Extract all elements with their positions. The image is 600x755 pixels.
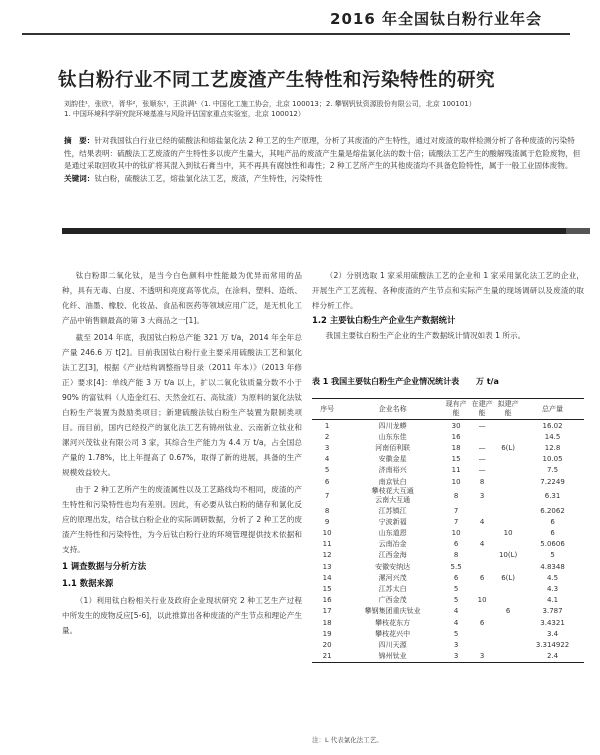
table-cell	[469, 639, 495, 650]
table-cell: 18	[451, 443, 461, 452]
table-cell: 10	[503, 529, 513, 538]
table-cell: 17	[322, 607, 332, 616]
table-cell: 6	[479, 618, 485, 627]
table-cell: 河南佰利联	[375, 443, 411, 452]
subsection-heading: 1.1 数据来源	[62, 578, 114, 588]
table-cell: 14.5	[544, 432, 561, 441]
table-cell: 8	[453, 492, 459, 501]
body-paragraph: 由于 2 种工艺所产生的废渣属性以及工艺路线均不相同，废渣的产生特性和污染特性也均有差别。因此，有必要从钛白粉的储存和氯化反应的原理出发，结合钛白粉企业的实际调研数据，分析了 2 种工艺的废渣产生特性和污染特性，为今后钛白粉行业的环境管理提供技术依据和支持。	[62, 485, 302, 554]
table-cell: 5.0606	[540, 540, 565, 549]
table-cell	[495, 617, 521, 628]
table-caption-text: 表 1 我国主要钛白粉生产企业情况统计表	[312, 377, 460, 386]
table-row	[312, 505, 584, 516]
table-cell: 7	[453, 506, 459, 515]
table-cell: 山东东佳	[378, 432, 407, 441]
table-row	[312, 431, 584, 442]
table-cell: 6	[505, 607, 511, 616]
table-cell: —	[478, 421, 486, 430]
table-cell: 8	[479, 477, 485, 486]
table-cell	[495, 465, 521, 476]
table-cell: 锦州钛业	[378, 652, 407, 661]
table-cell: 12	[322, 551, 332, 560]
table-cell	[495, 651, 521, 663]
table-cell	[469, 583, 495, 594]
producer-table	[312, 398, 584, 663]
section-heading: 1 调查数据与分析方法	[62, 561, 147, 571]
table-row	[312, 628, 584, 639]
table-cell: 3.4	[546, 629, 559, 638]
table-cell: 7	[324, 492, 330, 501]
body-paragraph: （2）分别选取 1 家采用硫酸法工艺的企业和 1 家采用氯化法工艺的企业，开展生产工艺流程、各种废渣的产生节点和实际产生量的现场调研以及废渣的取样分析工作。	[312, 271, 584, 310]
table-cell: 漯河兴茂	[378, 573, 407, 582]
table-cell: 5	[453, 629, 459, 638]
table-cell: 7.5	[546, 466, 559, 475]
table-cell: 15	[322, 585, 332, 594]
keywords-label: 关键词：	[64, 173, 95, 183]
left-column	[62, 268, 302, 638]
table-row	[312, 550, 584, 561]
table-cell: 30	[451, 421, 461, 430]
table-cell	[495, 505, 521, 516]
table-cell: 10(L)	[498, 551, 518, 560]
table-cell: 4	[479, 540, 485, 549]
table-body	[312, 420, 584, 663]
table-cell: 3	[453, 640, 459, 649]
table-cell: 广西金茂	[378, 596, 407, 605]
table-cell: 11	[322, 540, 332, 549]
abstract-block	[64, 135, 586, 185]
table-cell: 1	[324, 421, 330, 430]
table-cell: 5.5	[450, 562, 462, 571]
table-cell	[469, 550, 495, 561]
table-cell: 6	[453, 573, 459, 582]
table-row	[312, 516, 584, 527]
table-cell: 4.3	[546, 585, 559, 594]
table-row	[312, 583, 584, 594]
table-row	[312, 465, 584, 476]
table-cell: 4.5	[546, 573, 559, 582]
table-cell: 5	[550, 551, 555, 560]
abstract-text: 针对我国钛白行业已经的硫酸法和熔盐氯化法 2 种工艺的生产原理，分析了其废渣的产生特性，通过对废渣的取样检测分析了各种废渣的污染特性，结果表明：硫酸法工艺废渣的产生特性多以废产生量大，其吨产品的废渣产生量是熔盐氯化法的数十倍；硫酸法工艺产生的酸解残渣属于危险废物，但是通过采取回收其中的钛矿将其混入到钛石膏当中，其不再具有腐蚀性和毒性；2 种工艺所产生的其他废渣均不具备危险特性，属于一般工业固体废物。	[64, 136, 581, 170]
table-header-cell: 现有产能	[445, 400, 467, 417]
table-cell: 10.05	[542, 455, 563, 464]
table-cell: —	[478, 443, 486, 452]
table-cell: 3.4321	[540, 618, 565, 627]
table-cell: 14	[322, 573, 332, 582]
table-cell	[495, 487, 521, 505]
table-cell: 10	[322, 529, 332, 538]
table-cell: 19	[322, 629, 332, 638]
table-cell: 16.02	[542, 421, 563, 430]
table-cell: 18	[322, 618, 332, 627]
table-cell: 6	[550, 517, 555, 526]
table-cell	[495, 420, 521, 432]
table-cell: 7.2249	[540, 477, 565, 486]
table-cell: 5	[453, 585, 459, 594]
table-cell: 3.787	[542, 607, 563, 616]
table-cell	[469, 628, 495, 639]
table-cell: 安徽金星	[378, 455, 407, 464]
table-cell: 南京钛白	[378, 477, 407, 486]
table-cell: 13	[322, 562, 332, 571]
table-cell	[495, 431, 521, 442]
table-header-cell: 拟建产能	[497, 400, 519, 417]
table-row	[312, 539, 584, 550]
paper-title: 钛白粉行业不同工艺废渣产生特性和污染特性的研究	[58, 70, 496, 91]
table-cell: 6(L)	[501, 573, 516, 582]
abstract-label: 摘 要：	[64, 136, 95, 145]
table-cell: —	[478, 466, 486, 475]
table-cell: 4	[453, 607, 459, 616]
table-unit: 万 t/a	[475, 377, 499, 386]
table-cell	[495, 628, 521, 639]
table-cell: 安徽安纳达	[375, 562, 411, 571]
table-cell: 江西金海	[378, 551, 407, 560]
right-column	[312, 268, 584, 343]
table-cell: 4	[324, 455, 330, 464]
table-cell: 5	[324, 466, 330, 475]
table-header-cell: 总产量	[542, 404, 564, 413]
table-cell	[469, 606, 495, 617]
table-cell: 6	[479, 573, 485, 582]
table-row	[312, 606, 584, 617]
table-cell: 4.1	[546, 596, 559, 605]
table-row	[312, 528, 584, 539]
table-row	[312, 651, 584, 663]
table-cell: 4	[453, 618, 459, 627]
keywords-text: 钛白粉，硫酸法工艺，熔盐氯化法工艺，废渣，产生特性，污染特性	[94, 173, 323, 183]
table-cell: 6	[324, 477, 330, 486]
table-caption	[312, 376, 499, 387]
table-cell: 3	[479, 652, 485, 661]
body-paragraph: 钛白粉即二氧化钛，是当今白色颜料中性能最为优异而常用的品种，具有无毒、白度、不透明和亮度高等优点，在涂料、塑料、造纸、化纤、油墨、橡胶、化妆品、食品和医药等领域应用广泛，是无机化工产品中销售额最高的第 3 大商品之一[1]。	[62, 271, 302, 325]
table-cell: 5	[453, 596, 459, 605]
table-cell: 攀枝花兴中	[375, 629, 411, 638]
table-header-cell: 企业名称	[378, 404, 407, 413]
body-paragraph: （1）利用钛白粉相关行业及政府企业现状研究 2 种工艺生产过程中所发生的废物反应[5-6]，以此推算出各种废渣的产生节点和理论产生量。	[62, 596, 302, 635]
table-row	[312, 476, 584, 487]
table-row	[312, 617, 584, 628]
journal-header: 2016 年全国钛白粉行业年会	[330, 10, 542, 28]
table-cell: 2	[324, 432, 330, 441]
table-cell: —	[478, 455, 486, 464]
table-cell	[469, 505, 495, 516]
body-paragraph: 我国主要钛白粉生产企业的生产数据统计情况如表 1 所示。	[325, 331, 526, 340]
table-header-cell: 序号	[320, 404, 335, 413]
table-cell: 11	[451, 466, 461, 475]
table-cell: 山东道恩	[378, 529, 407, 538]
header-rule	[22, 33, 570, 35]
body-paragraph: 截至 2014 年底，我国钛白粉总产能 321 万 t/a，2014 年全年总产量 246.6 万 t[2]。目前我国钛白粉行业主要采用硫酸法工艺和氯化法工艺[3]，根据《产业结构调整指导目录（2011 年本）》（2013 年修正）要求[4]：单线产能 3 万 t/a 以上，扩以二氧化钛质量分数不小于 90% 的富钛料（人造金红石、天然金红石、高钛渣）为原料的氯化法钛白粉生产装置为鼓励类项目；新建硫酸法钛白粉生产装置为限制类项目。而目前，国内已经投产的氯化法工艺有锦州钛业、云南新立钛业和漯河兴茂钛业有限公司 3 家，其综合生产能力为 4.4 万 t/a，占全国总产量的 1.78%，比上年提高了 0.67%，取得了新的进展，具备的生产规模效益较大。	[62, 333, 302, 477]
subsection-heading: 1.2 主要钛白粉生产企业生产数据统计	[312, 315, 456, 325]
table-cell	[469, 528, 495, 539]
table-cell: 20	[322, 640, 332, 649]
table-row	[312, 595, 584, 606]
table-cell: 江苏镇江	[378, 506, 407, 515]
table-cell	[495, 539, 521, 550]
table-cell	[495, 561, 521, 572]
table-row	[312, 420, 584, 432]
table-row	[312, 572, 584, 583]
table-cell: 攀枝花大互通 云南大互通	[371, 487, 414, 505]
table-cell: 济南裕兴	[378, 466, 407, 475]
table-cell: 3	[453, 652, 459, 661]
table-cell: 16	[451, 432, 461, 441]
table-cell: 6.31	[544, 492, 561, 501]
table-cell: 云南冶金	[378, 540, 407, 549]
table-cell: 6(L)	[501, 443, 516, 452]
table-row	[312, 561, 584, 572]
table-cell: 15	[451, 455, 461, 464]
table-cell: 21	[322, 652, 332, 661]
table-cell: 7	[453, 517, 459, 526]
table-cell: 四川龙蟒	[378, 421, 407, 430]
table-cell: 攀钢集团重庆钛业	[364, 607, 421, 616]
table-row	[312, 442, 584, 453]
table-cell: 6	[453, 540, 459, 549]
table-cell	[495, 454, 521, 465]
table-cell: 12.8	[544, 443, 561, 452]
table-cell: 2.4	[546, 652, 559, 661]
table-cell: 攀枝花东方	[375, 618, 411, 627]
table-cell: 8	[453, 551, 459, 560]
table-cell: 四川天源	[378, 640, 407, 649]
table-cell: 6.2062	[540, 506, 565, 515]
table-cell: 10	[451, 477, 461, 486]
table-note: 注：L 代表氯化法工艺。	[312, 736, 383, 744]
table-cell	[495, 516, 521, 527]
section-divider	[62, 228, 590, 234]
table-row	[312, 487, 584, 505]
table-row	[312, 454, 584, 465]
table-cell: 3	[324, 443, 330, 452]
table-cell: 3.314922	[535, 640, 570, 649]
author-block	[64, 100, 584, 119]
table-cell	[495, 583, 521, 594]
table-cell	[469, 431, 495, 442]
table-cell: 宁波新福	[378, 517, 407, 526]
table-header-cell: 在建产能	[471, 400, 493, 417]
table-cell: 6	[550, 529, 555, 538]
table-cell	[469, 561, 495, 572]
table-header-row	[312, 399, 584, 420]
author-line-1: 刘韵佳¹，张欣¹，胥华²，张顺东¹，王洪满¹（1. 中国化工施工协会，北京 100013；2. 攀钢钒钛资源股份有限公司，北京 100101）	[64, 100, 476, 108]
table-cell: 江苏太白	[378, 585, 407, 594]
table-cell: 4	[479, 517, 485, 526]
table-cell: 16	[322, 596, 332, 605]
table-cell	[495, 595, 521, 606]
table-cell	[495, 639, 521, 650]
table-cell: 8	[324, 506, 330, 515]
table-cell: 4.8348	[540, 562, 565, 571]
table-cell: 3	[479, 492, 485, 501]
table-row	[312, 639, 584, 650]
table-cell: 10	[451, 529, 461, 538]
table-cell: 10	[477, 596, 487, 605]
author-line-2: 1. 中国环境科学研究院环境基准与风险评估国家重点实验室，北京 100012）	[64, 109, 305, 118]
table-cell: 9	[324, 517, 330, 526]
table-cell	[495, 476, 521, 487]
